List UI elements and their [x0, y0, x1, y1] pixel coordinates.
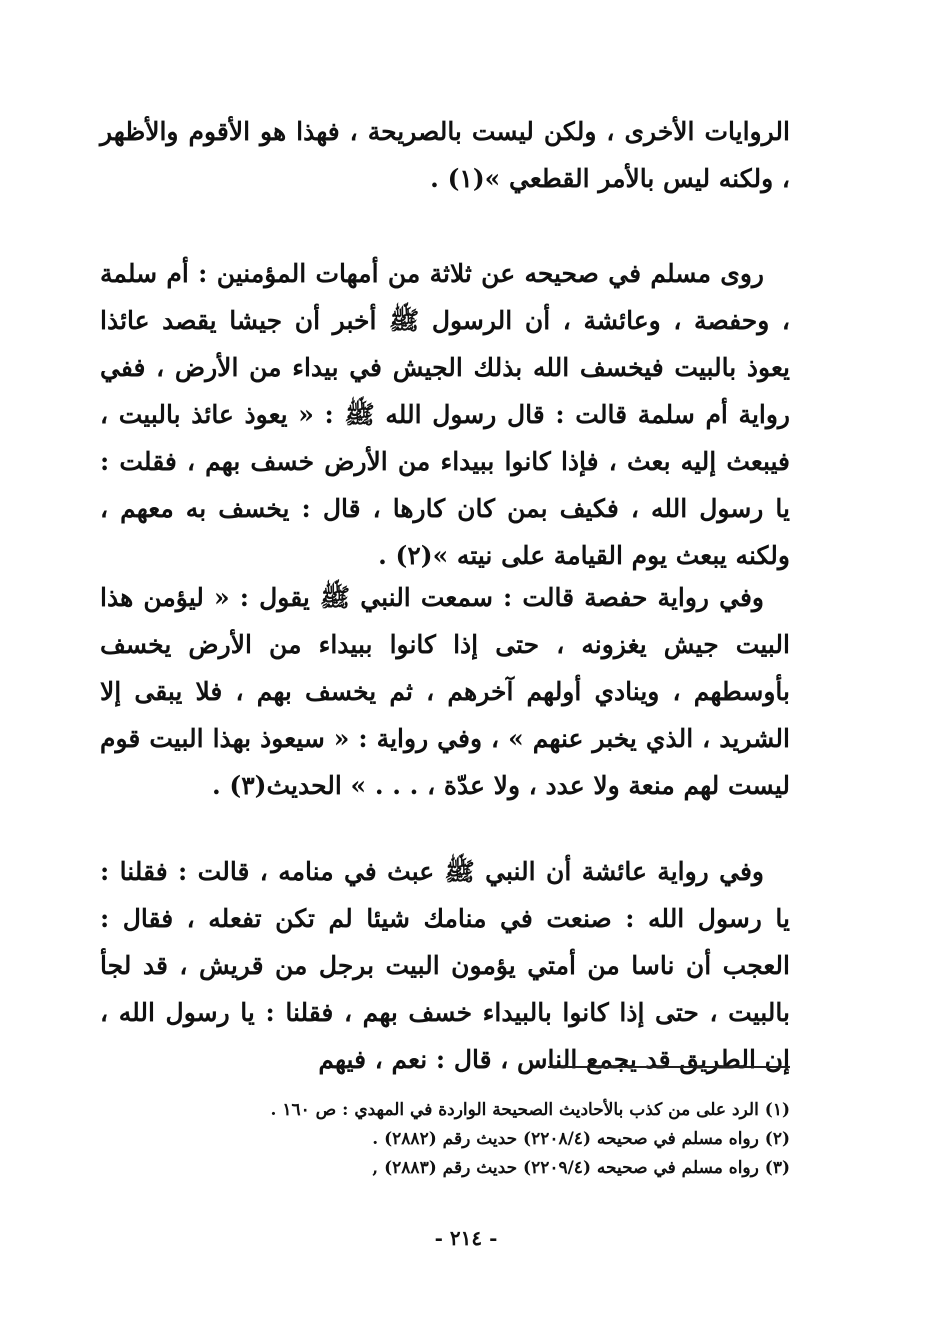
- paragraph-4: [100, 848, 790, 1083]
- page-number: - ٢١٤ -: [434, 1226, 498, 1250]
- paragraph-3: [100, 574, 790, 809]
- footnote-2: (٢) رواه مسلم في صحيحه (٢٢٠٨/٤) حديث رقم (٢٨٨٢) .: [372, 1129, 790, 1149]
- footnotes: [100, 1096, 790, 1183]
- paragraph-text: وفي رواية حفصة قالت : سمعت النبي ﷺ يقول : « ليؤمن هذا البيت جيش يغزونه ، حتى إذا كانوا ببيداء من الأرض يخسف بأوسطهم ، وينادي أولهم آخرهم ، ثم يخسف بهم ، فلا يبقى إلا الشريد ، الذي يخبر عنهم » ، وفي رواية : « سيعوذ بهذا البيت قوم ليست لهم منعة ولا عدد ، ولا عدّة ، . . . » الحديث(٣) .: [100, 583, 790, 800]
- paragraph-text: وفي رواية عائشة أن النبي ﷺ عبث في منامه ، قالت : فقلنا : يا رسول الله : صنعت في منامك شيئا لم تكن تفعله ، فقال : العجب أن ناسا من أمتي يؤمون البيت برجل من قريش ، قد لجأ بالبيت ، حتى إذا كانوا بالبيداء خسف بهم ، فقلنا : يا رسول الله ، إن الطريق قد يجمع الناس ، قال : نعم ، فيهم: [100, 857, 790, 1074]
- paragraph-2: [100, 250, 790, 579]
- footnote-divider: [548, 1066, 790, 1068]
- paragraph-text: روى مسلم في صحيحه عن ثلاثة من أمهات المؤمنين : أم سلمة ، وحفصة ، وعائشة ، أن الرسول ﷺ أخبر أن جيشا يقصد عائذا يعوذ بالبيت فيخسف الله بذلك الجيش في بيداء من الأرض ، ففي رواية أم سلمة قالت : قال رسول الله ﷺ : « يعوذ عائذ بالبيت ، فيبعث إليه بعث ، فإذا كانوا ببيداء من الأرض خسف بهم ، فقلت : يا رسول الله ، فكيف بمن كان كارها ، قال : يخسف به معهم ، ولكنه يبعث يوم القيامة على نيته »(٢) .: [100, 259, 790, 570]
- paragraph-text: الروايات الأخرى ، ولكن ليست بالصريحة ، فهذا هو الأقوم والأظهر ، ولكنه ليس بالأمر القطعي »(١) .: [100, 117, 790, 193]
- footnote-3: (٣) رواه مسلم في صحيحه (٢٢٠٩/٤) حديث رقم (٢٨٨٣) ,: [372, 1158, 790, 1178]
- footnote-1: (١) الرد على من كذب بالأحاديث الصحيحة الواردة في المهدي : ص ١٦٠ .: [270, 1100, 790, 1120]
- paragraph-1: [100, 108, 790, 202]
